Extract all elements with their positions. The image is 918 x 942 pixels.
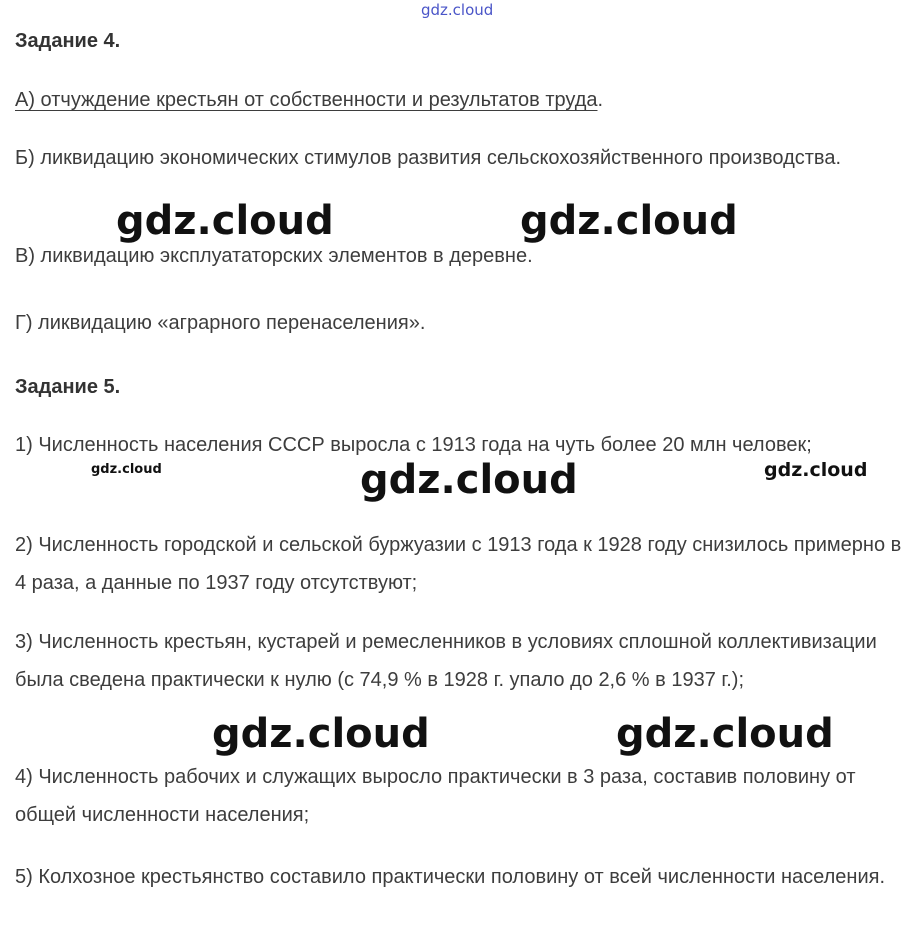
watermark-top: gdz.cloud [421, 1, 494, 19]
task-5-heading: Задание 5. [15, 376, 121, 398]
watermark-large: gdz.cloud [616, 711, 834, 757]
watermark-large: gdz.cloud [116, 198, 334, 244]
task-4-item-v: В) ликвидацию эксплуататорских элементов в деревне. [15, 245, 533, 267]
task-4-item-g: Г) ликвидацию «аграрного перенаселения». [15, 312, 426, 334]
watermark-medium: gdz.cloud [764, 459, 868, 481]
task-4-item-a-underlined-text: А) отчуждение крестьян от собственности и результатов труда [15, 89, 598, 111]
task-5-item-5: 5) Колхозное крестьянство составило практически половину от всей численности населения. [15, 866, 885, 888]
task-4-item-a-period: . [597, 89, 604, 111]
task-5-item-1: 1) Численность населения СССР выросла с 1913 года на чуть более 20 млн человек; [15, 434, 812, 456]
watermark-large: gdz.cloud [360, 457, 578, 503]
watermark-small: gdz.cloud [91, 462, 162, 477]
task-5-item-3: 3) Численность крестьян, кустарей и ремесленников в условиях сплошной коллективизации была сведена практически к нулю (с 74,9 % в 1928 г. упало до 2,6 % в 1937 г.); [15, 631, 877, 691]
task-4-item-b: Б) ликвидацию экономических стимулов развития сельскохозяйственного производства. [15, 147, 842, 169]
task-4-item-a [15, 81, 905, 119]
watermark-large: gdz.cloud [520, 198, 738, 244]
task-5-item-2: 2) Численность городской и сельской буржуазии с 1913 года к 1928 году снизилось примерно в 4 раза, а данные по 1937 году отсутствуют; [15, 534, 902, 594]
task-5-item-4: 4) Численность рабочих и служащих выросло практически в 3 раза, составив половину от общей численности населения; [15, 766, 856, 826]
watermark-large: gdz.cloud [212, 711, 430, 757]
task-4-heading: Задание 4. [15, 30, 121, 52]
